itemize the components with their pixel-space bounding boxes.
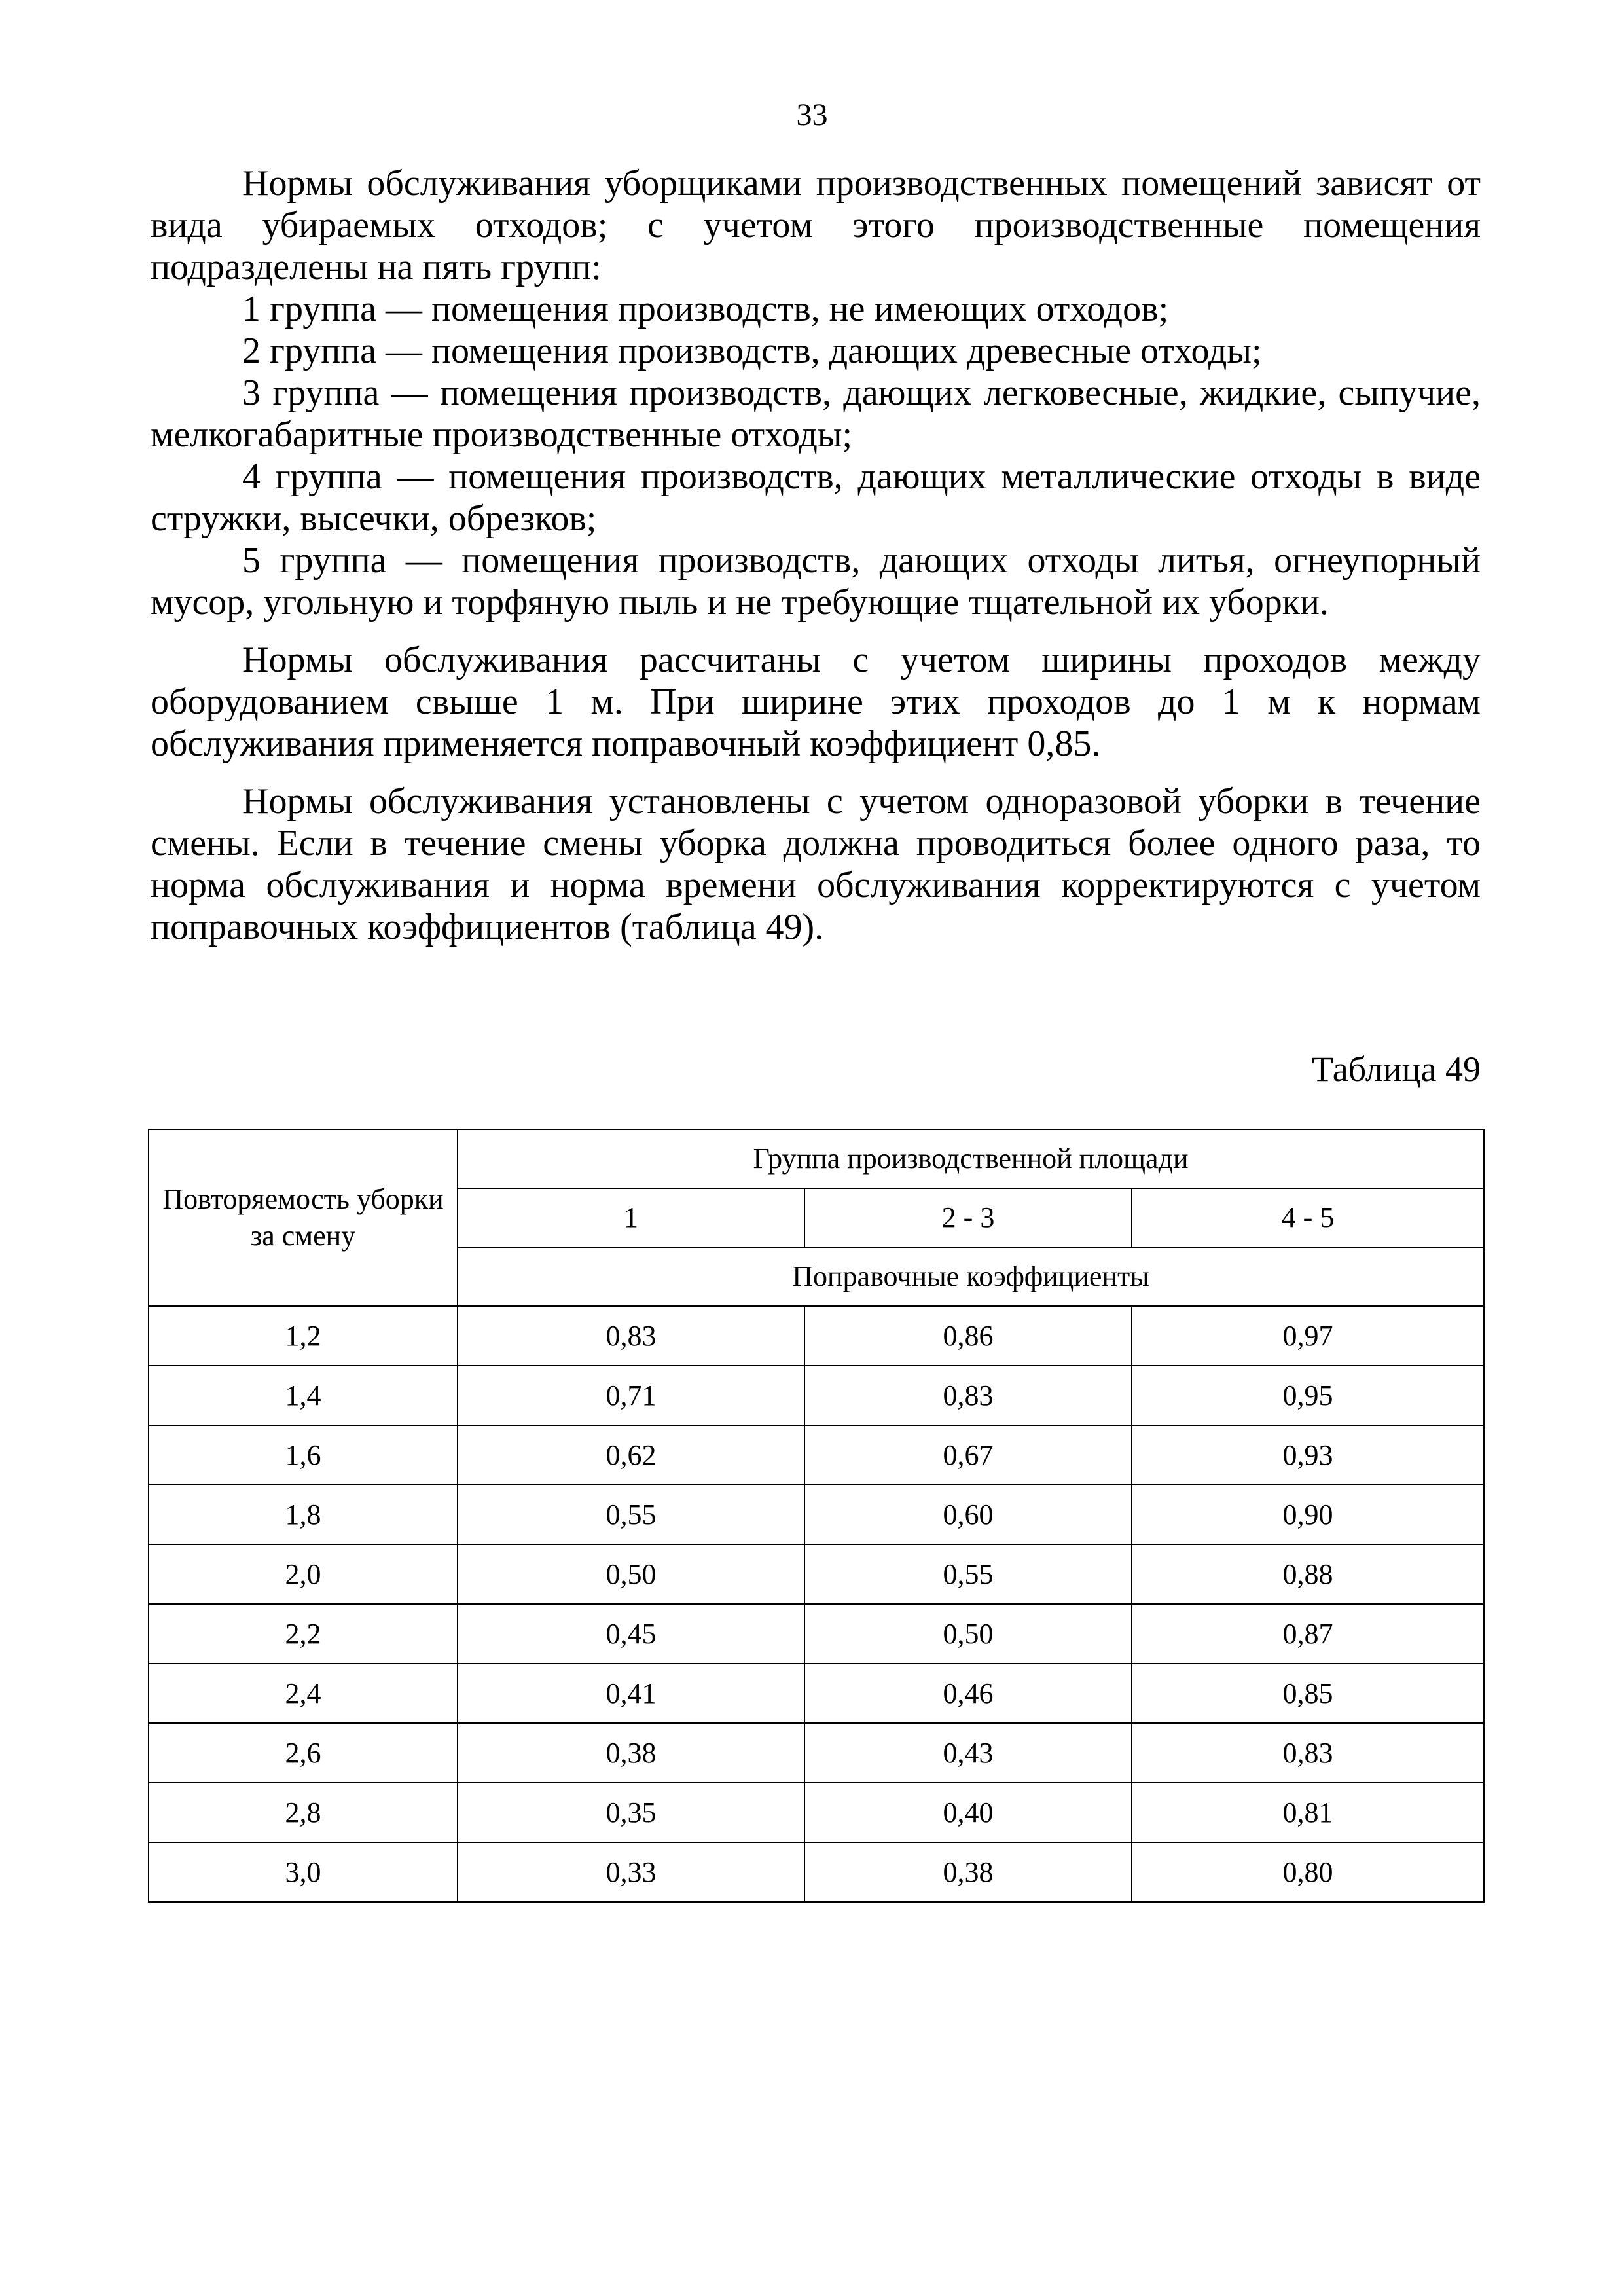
table-row bbox=[149, 1842, 1484, 1902]
table-cell: 0,88 bbox=[1132, 1544, 1484, 1604]
table-cell: 0,87 bbox=[1132, 1604, 1484, 1664]
table-row bbox=[149, 1485, 1484, 1544]
table-cell: 2,4 bbox=[149, 1664, 458, 1723]
table-cell: 0,55 bbox=[458, 1485, 804, 1544]
table-cell: 1,2 bbox=[149, 1306, 458, 1366]
table-row bbox=[149, 1604, 1484, 1664]
group-column-header: 2 - 3 bbox=[804, 1188, 1132, 1247]
table-cell: 0,46 bbox=[804, 1664, 1132, 1723]
group-header-cell: Группа производственной площади bbox=[458, 1129, 1484, 1188]
paragraph-group-2: 2 группа — помещения производств, дающих древесные отходы; bbox=[242, 331, 1262, 371]
table-cell: 2,6 bbox=[149, 1723, 458, 1783]
table-cell: 0,62 bbox=[458, 1425, 804, 1485]
table-cell: 1,8 bbox=[149, 1485, 458, 1544]
table-row bbox=[149, 1366, 1484, 1425]
group-column-header: 4 - 5 bbox=[1132, 1188, 1484, 1247]
group-column-header: 1 bbox=[458, 1188, 804, 1247]
paragraph-group-4: 4 группа — помещения производств, дающих металлические отходы в виде стружки, высечки, обрезков; bbox=[151, 456, 1481, 539]
table-cell: 0,81 bbox=[1132, 1783, 1484, 1842]
body-text bbox=[151, 162, 1481, 948]
paragraph-passage-width: Нормы обслуживания рассчитаны с учетом ширины проходов между оборудованием свыше 1 м. При ширине этих проходов до 1 м к нормам обслуживания применяется поправочный коэффициент 0,85. bbox=[151, 640, 1481, 764]
table-row bbox=[149, 1664, 1484, 1723]
table-row bbox=[149, 1544, 1484, 1604]
table-cell: 0,71 bbox=[458, 1366, 804, 1425]
table-cell: 0,93 bbox=[1132, 1425, 1484, 1485]
table-cell: 0,85 bbox=[1132, 1664, 1484, 1723]
table-cell: 0,33 bbox=[458, 1842, 804, 1902]
table-cell: 1,6 bbox=[149, 1425, 458, 1485]
paragraph-group-5: 5 группа — помещения производств, дающих отходы литья, огнеупорный мусор, угольную и торфяную пыль и не требующие тщательной их уборки. bbox=[151, 540, 1481, 623]
paragraph-intro: Нормы обслуживания уборщиками производственных помещений зависят от вида убираемых отходов; с учетом этого производственные помещения подразделены на пять групп: bbox=[151, 163, 1481, 287]
table-row bbox=[149, 1723, 1484, 1783]
table-cell: 0,60 bbox=[804, 1485, 1132, 1544]
table-cell: 0,45 bbox=[458, 1604, 804, 1664]
table-header-row bbox=[149, 1129, 1484, 1188]
subheader-cell: Поправочные коэффициенты bbox=[458, 1247, 1484, 1306]
paragraph-cleaning-frequency: Нормы обслуживания установлены с учетом одноразовой уборки в течение смены. Если в течение смены уборка должна проводиться более одного раза, то норма обслуживания и норма времени обслуживания корректируются с учетом поправочных коэффициентов (таблица 49). bbox=[151, 781, 1481, 947]
table-caption: Таблица 49 bbox=[1312, 1049, 1481, 1089]
table-cell: 0,67 bbox=[804, 1425, 1132, 1485]
table-cell: 0,95 bbox=[1132, 1366, 1484, 1425]
row-header-cell: Повторяемость уборки за смену bbox=[149, 1129, 458, 1306]
paragraph-group-3: 3 группа — помещения производств, дающих легковесные, жидкие, сыпучие, мелкогабаритные производственные отходы; bbox=[151, 373, 1481, 455]
table-cell: 0,41 bbox=[458, 1664, 804, 1723]
table-cell: 0,50 bbox=[804, 1604, 1132, 1664]
table-row bbox=[149, 1783, 1484, 1842]
coefficients-table bbox=[148, 1129, 1485, 1903]
table-cell: 0,83 bbox=[458, 1306, 804, 1366]
table-cell: 0,83 bbox=[804, 1366, 1132, 1425]
table-cell: 0,97 bbox=[1132, 1306, 1484, 1366]
table-cell: 0,40 bbox=[804, 1783, 1132, 1842]
table-cell: 0,80 bbox=[1132, 1842, 1484, 1902]
table-cell: 1,4 bbox=[149, 1366, 458, 1425]
table-cell: 0,38 bbox=[804, 1842, 1132, 1902]
paragraph-group-1: 1 группа — помещения производств, не имеющих отходов; bbox=[242, 289, 1169, 329]
table-cell: 2,2 bbox=[149, 1604, 458, 1664]
table-cell: 0,35 bbox=[458, 1783, 804, 1842]
table-cell: 0,43 bbox=[804, 1723, 1132, 1783]
page-number: 33 bbox=[796, 98, 828, 132]
table-cell: 0,90 bbox=[1132, 1485, 1484, 1544]
table-cell: 0,55 bbox=[804, 1544, 1132, 1604]
table-row bbox=[149, 1306, 1484, 1366]
table-cell: 2,8 bbox=[149, 1783, 458, 1842]
table-cell: 3,0 bbox=[149, 1842, 458, 1902]
table-cell: 2,0 bbox=[149, 1544, 458, 1604]
table-row bbox=[149, 1425, 1484, 1485]
table-cell: 0,86 bbox=[804, 1306, 1132, 1366]
table-cell: 0,38 bbox=[458, 1723, 804, 1783]
table-cell: 0,83 bbox=[1132, 1723, 1484, 1783]
table-cell: 0,50 bbox=[458, 1544, 804, 1604]
